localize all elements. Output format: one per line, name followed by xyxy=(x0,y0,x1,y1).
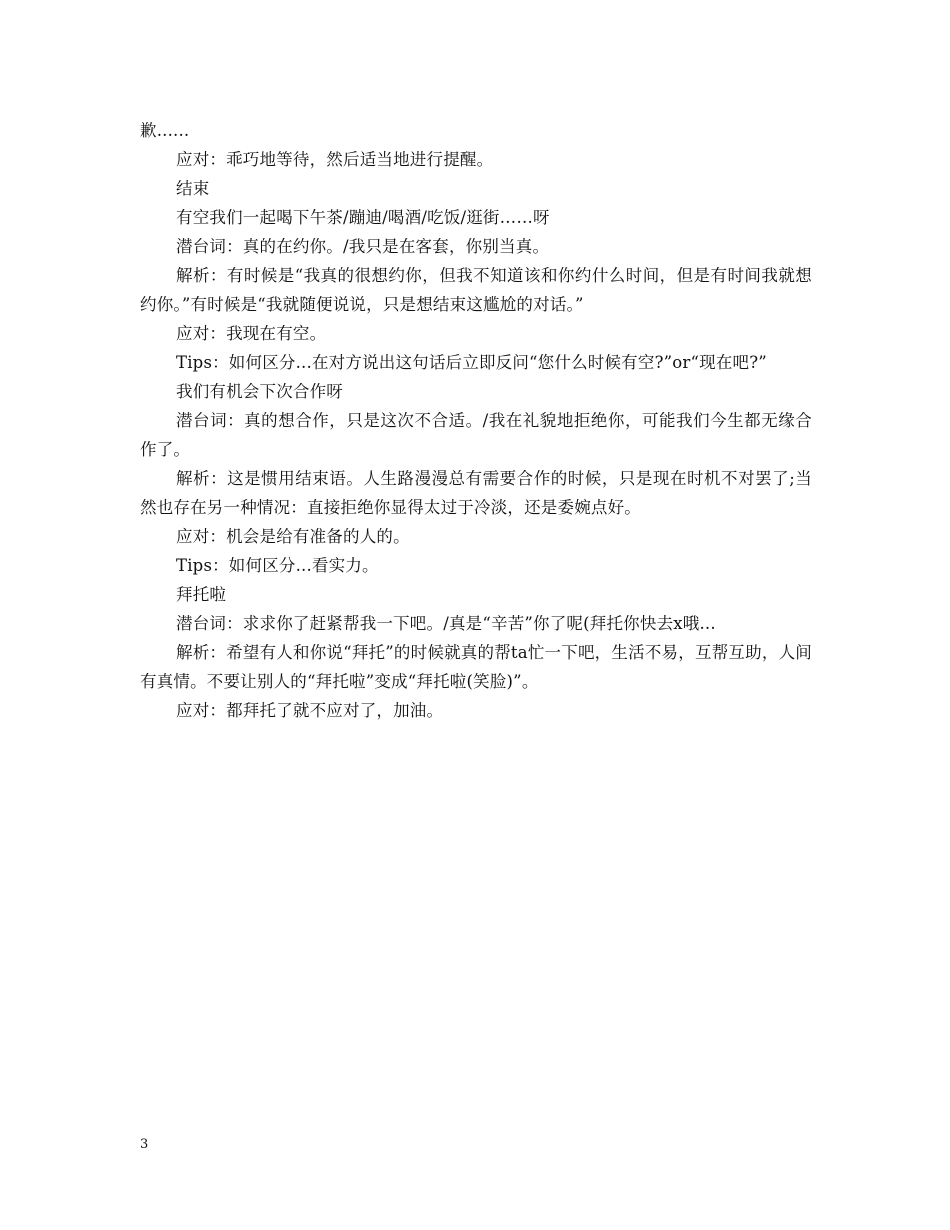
page-number: 3 xyxy=(140,1137,149,1152)
paragraph-11: 应对：机会是给有准备的人的。 xyxy=(176,527,410,546)
paragraph-0: 歉...... xyxy=(140,121,190,140)
paragraph-12: Tips：如何区分...看实力。 xyxy=(176,556,379,575)
phrase-heading-cooperate: 我们有机会下次合作呀 xyxy=(176,382,343,401)
section-heading-end: 结束 xyxy=(176,179,210,198)
document-body xyxy=(140,116,812,725)
phrase-heading-free-time: 有空我们一起喝下午茶/蹦迪/喝酒/吃饭/逛街……呀 xyxy=(176,208,550,227)
paragraph-7: Tips：如何区分...在对方说出这句话后立即反问“您什么时候有空?”or“现在吧?” xyxy=(176,353,767,372)
paragraph-9: 潜台词：真的想合作，只是这次不合适。/我在礼貌地拒绝你，可能我们今生都无缘合作了。 xyxy=(140,411,812,459)
paragraph-5: 解析：有时候是“我真的很想约你，但我不知道该和你约什么时间，但是有时间我就想约你。”有时候是“我就随便说说，只是想结束这尴尬的对话。” xyxy=(140,266,812,314)
paragraph-4: 潜台词：真的在约你。/我只是在客套，你别当真。 xyxy=(176,237,550,256)
paragraph-14: 潜台词：求求你了赶紧帮我一下吧。/真是“辛苦”你了呢(拜托你快去x哦... xyxy=(176,614,716,633)
paragraph-16: 应对：都拜托了就不应对了，加油。 xyxy=(176,701,444,720)
paragraph-6: 应对：我现在有空。 xyxy=(176,324,327,343)
phrase-heading-please: 拜托啦 xyxy=(176,585,227,604)
paragraph-10: 解析：这是惯用结束语。人生路漫漫总有需要合作的时候，只是现在时机不对罢了;当然也存在另一种情况：直接拒绝你显得太过于冷淡，还是委婉点好。 xyxy=(140,469,812,517)
paragraph-15: 解析：希望有人和你说“拜托”的时候就真的帮ta忙一下吧，生活不易，互帮互助，人间有真情。不要让别人的“拜托啦”变成“拜托啦(笑脸)”。 xyxy=(140,643,812,691)
paragraph-1: 应对：乖巧地等待，然后适当地进行提醒。 xyxy=(176,150,494,169)
